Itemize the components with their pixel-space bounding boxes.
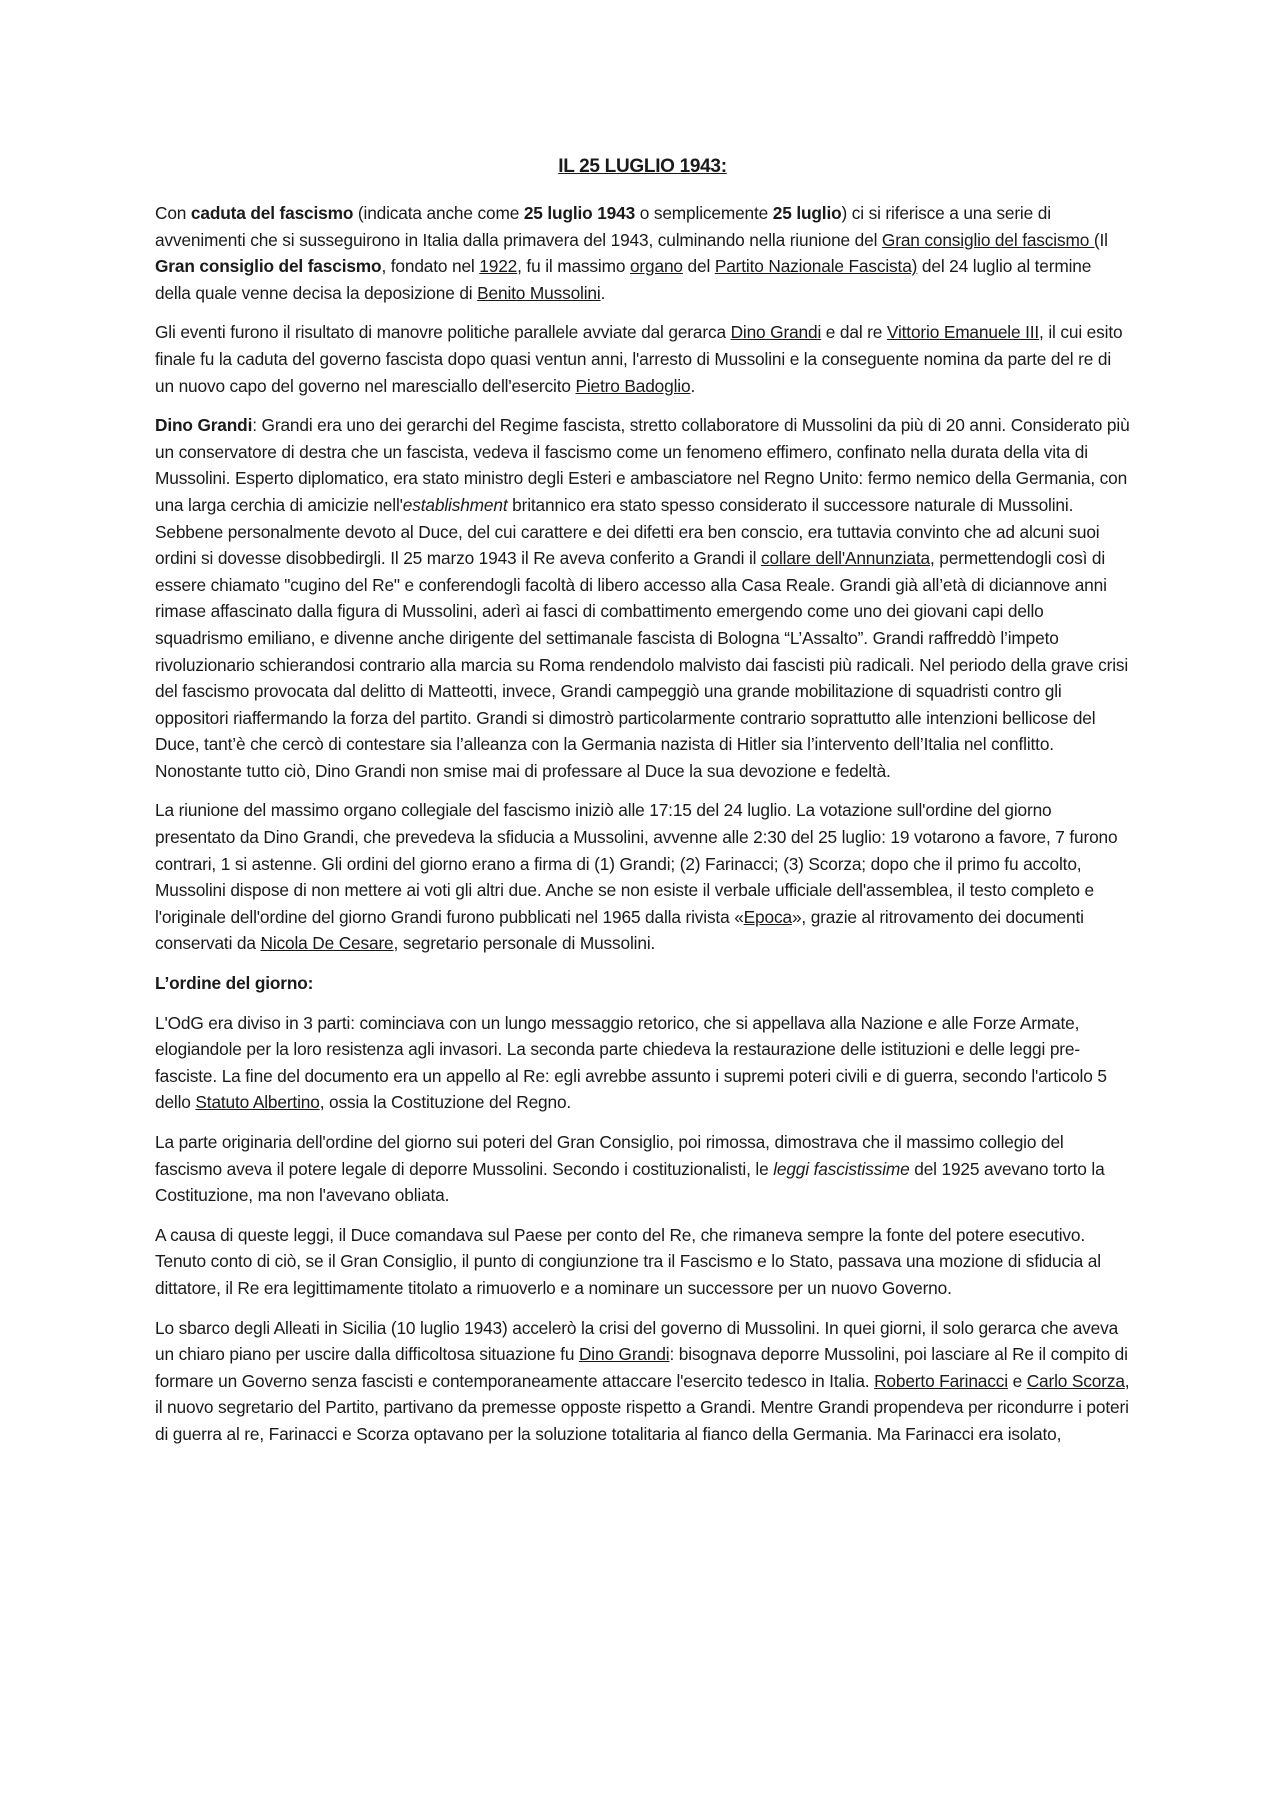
link-vittorio-emanuele[interactable]: Vittorio Emanuele III xyxy=(886,322,1040,343)
paragraph-sbarco xyxy=(155,1315,1130,1448)
paragraph-leggi xyxy=(155,1222,1130,1302)
link-gran-consiglio[interactable]: Gran consiglio del fascismo ( xyxy=(881,229,1100,250)
text: , ossia la Costituzione del Regno. xyxy=(319,1092,572,1113)
text: , fondato nel xyxy=(381,256,480,277)
link-benito-mussolini[interactable]: Benito Mussolini xyxy=(477,282,601,303)
italic-text: establishment xyxy=(402,494,508,515)
text: : bisognava deporre Mussolini, poi lasciare al Re il compito di formare un Governo senza fascisti e contemporaneamente attaccare l'esercito tedesco in Italia. xyxy=(155,1344,1128,1391)
paragraph-parte-originaria xyxy=(155,1129,1130,1209)
bold-text: Gran consiglio del fascismo xyxy=(155,256,382,277)
text: (indicata anche come xyxy=(353,203,524,223)
paragraph-riunione xyxy=(155,797,1130,957)
section-heading xyxy=(155,970,1130,997)
text: e dal re xyxy=(821,322,887,343)
link-partito-nazionale-fascista[interactable]: Partito Nazionale Fascista) xyxy=(714,256,918,277)
text: . xyxy=(690,375,696,396)
text: Con xyxy=(155,203,191,223)
text: Lo sbarco degli Alleati in Sicilia (10 luglio 1943) accelerò la crisi del governo di Mussolini. In quei giorni, il solo gerarca che aveva un chiaro piano per uscire dalla difficoltosa situazione fu xyxy=(155,1317,1119,1365)
text: . xyxy=(600,282,606,303)
link-1922[interactable]: 1922 xyxy=(479,256,518,277)
bold-text: caduta del fascismo xyxy=(190,203,354,223)
link-carlo-scorza[interactable]: Carlo Scorza xyxy=(1026,1370,1125,1391)
text: La parte originaria dell'ordine del giorno sui poteri del Gran Consiglio, poi rimossa, dimostrava che il massimo collegio del fascismo aveva il potere legale di deporre Mussolini. Secondo i costituzionalisti, le xyxy=(155,1132,1064,1179)
link-epoca[interactable]: Epoca xyxy=(743,906,792,927)
paragraph-dino-grandi xyxy=(155,412,1130,784)
text: , il cui esito finale fu la caduta del governo fascista dopo quasi ventun anni, l'arresto di Mussolini e la conseguente nomina da parte del re di un nuovo capo del governo nel maresciallo dell'esercito xyxy=(155,322,1123,396)
text: L'OdG era diviso in 3 parti: cominciava con un lungo messaggio retorico, che si appellava alla Nazione e alle Forze Armate, elogiandole per la loro resistenza agli invasori. La seconda parte chiedeva la restaurazione delle istituzioni e delle leggi pre-fasciste. La fine del documento era un appello al Re: egli avrebbe assunto i supremi poteri civili e di guerra, secondo l'articolo 5 dello xyxy=(155,1012,1107,1113)
page-title: IL 25 LUGLIO 1943: xyxy=(558,156,727,177)
paragraph-eventi xyxy=(155,319,1130,399)
text: La riunione del massimo organo collegiale del fascismo iniziò alle 17:15 del 24 luglio. La votazione sull'ordine del giorno presentato da Dino Grandi, che prevedeva la sfiducia a Mussolini, avvenne alle 2:30 del 25 luglio: 19 votarono a favore, 7 furono contrari, 1 si astenne. Gli ordini del giorno erano a firma di (1) Grandi; (2) Farinacci; (3) Scorza; dopo che il primo fu accolto, Mussolini dispose di non mettere ai voti gli altri due. Anche se non esiste il verbale ufficiale dell'assemblea, il testo completo e l'originale dell'ordine del giorno Grandi furono pubblicati nel 1965 dalla rivista « xyxy=(155,800,1118,927)
text: , permettendogli così di essere chiamato "cugino del Re" e conferendogli facoltà di libero accesso alla Casa Reale. Grandi già all’età di diciannove anni rimase affascinato dalla figura di Mussolini, aderì ai fasci di combattimento emergendo come uno dei giovani capi dello squadrismo emiliano, e divenne anche dirigente del settimanale fascista di Bologna “L’Assalto”. Grandi raffreddò l’impeto rivoluzionario schierandosi contrario alla marcia su Roma rendendolo malvisto dai fascisti più radicali. Nel periodo della grave crisi del fascismo provocata dal delitto di Matteotti, invece, Grandi campeggiò una grande mobilitazione di squadristi contro gli oppositori riaffermando la forza del partito. Grandi si dimostrò particolarmente contrario soprattutto alle intenzioni bellicose del Duce, tant’è che cercò di contestare sia l’alleanza con la Germania nazista di Hitler sia l’intervento dell’Italia nel conflitto. Nonostante tutto ciò, Dino Grandi non smise mai di professare al Duce la sua devozione e fedeltà. xyxy=(155,548,1129,781)
link-pietro-badoglio[interactable]: Pietro Badoglio xyxy=(575,375,691,396)
text: britannico era stato spesso considerato il successore naturale di Mussolini. Sebbene personalmente devoto al Duce, del cui carattere e dei difetti era ben conscio, era tuttavia convinto che ad alcuni suoi ordini si dovesse disobbedirgli. Il 25 marzo 1943 il Re aveva conferito a Grandi il xyxy=(155,494,1100,569)
link-dino-grandi[interactable]: Dino Grandi xyxy=(730,322,822,343)
link-nicola-de-cesare[interactable]: Nicola De Cesare xyxy=(260,933,394,954)
text: del 1925 avevano torto la Costituzione, ma non l'avevano obliata. xyxy=(155,1158,1105,1206)
heading-text: L’ordine del giorno: xyxy=(155,973,314,994)
link-organo[interactable]: organo xyxy=(629,256,683,277)
italic-text: leggi fascistissime xyxy=(773,1158,910,1179)
link-collare-annunziata[interactable]: collare dell'Annunziata xyxy=(761,548,930,569)
paragraph-odg xyxy=(155,1010,1130,1116)
text: , fu il massimo xyxy=(517,256,630,277)
link-roberto-farinacci[interactable]: Roberto Farinacci xyxy=(874,1370,1008,1391)
link-dino-grandi-2[interactable]: Dino Grandi xyxy=(578,1344,670,1365)
text: , il nuovo segretario del Partito, partivano da premesse opposte rispetto a Grandi. Mentre Grandi propendeva per ricondurre i poteri di guerra al re, Farinacci e Scorza optavano per la soluzione totalitaria al fianco della Germania. Ma Farinacci era isolato, xyxy=(155,1370,1130,1444)
text: o semplicemente xyxy=(635,203,773,223)
text: del 24 luglio al termine della quale venne decisa la deposizione di xyxy=(155,256,1092,303)
text: Il xyxy=(1099,229,1108,250)
text: del xyxy=(682,256,715,277)
text: : Grandi era uno dei gerarchi del Regime fascista, stretto collaboratore di Mussolini da più di 20 anni. Considerato più un conservatore di destra che un fascista, vedeva il fascismo come un fenomeno effimero, confinato nella durata della vita di Mussolini. Esperto diplomatico, era stato ministro degli Esteri e ambasciatore nel Regno Unito: fermo nemico della Germania, con una larga cerchia di amicizie nell' xyxy=(155,415,1130,515)
link-statuto-albertino[interactable]: Statuto Albertino xyxy=(195,1092,320,1113)
text: , segretario personale di Mussolini. xyxy=(393,933,656,954)
text: Gli eventi furono il risultato di manovre politiche parallele avviate dal gerarca xyxy=(155,322,731,343)
text: », grazie al ritrovamento dei documenti conservati da xyxy=(155,906,1084,954)
bold-text: 25 luglio 1943 xyxy=(523,203,636,223)
bold-text: 25 luglio xyxy=(772,203,842,223)
text: e xyxy=(1007,1370,1027,1391)
text: ) ci si riferisce a una serie di avvenimenti che si susseguirono in Italia dalla primavera del 1943, culminando nella riunione del xyxy=(155,203,1051,250)
text: A causa di queste leggi, il Duce comandava sul Paese per conto del Re, che rimaneva sempre la fonte del potere esecutivo. Tenuto conto di ciò, se il Gran Consiglio, il punto di congiunzione tra il Fascismo e lo Stato, passava una mozione di sfiducia al dittatore, il Re era legittimamente titolato a rimuoverlo e a nominare un successore per un nuovo Governo. xyxy=(155,1224,1101,1298)
paragraph-intro xyxy=(155,200,1130,306)
bold-text: Dino Grandi xyxy=(155,415,253,436)
